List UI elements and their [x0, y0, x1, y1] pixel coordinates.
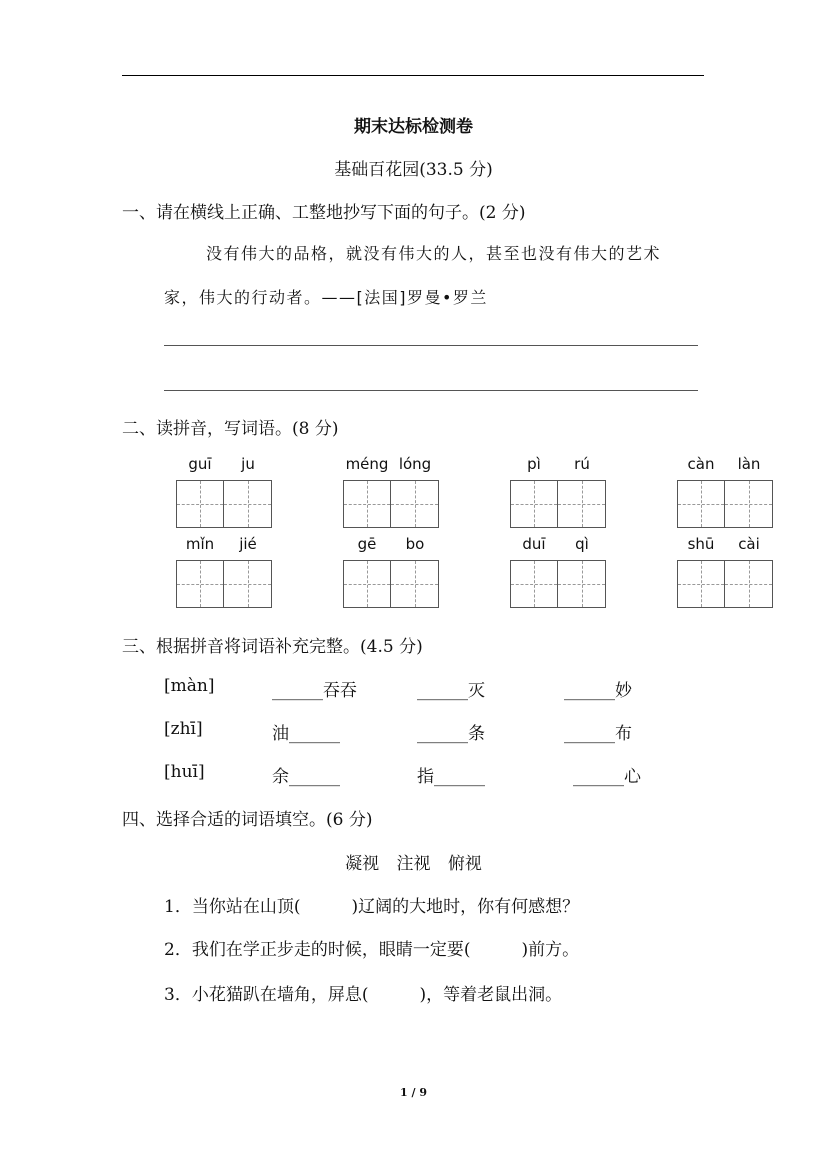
- fill-blank-item[interactable]: ______灭: [417, 681, 485, 701]
- question-1: 1．当你站在山顶( )辽阔的大地时，你有何感想？: [164, 897, 580, 917]
- writing-box[interactable]: [176, 480, 224, 528]
- question-3: 3．小花猫趴在墙角，屏息( )，等着老鼠出洞。: [164, 985, 563, 1005]
- question-2: 2．我们在学正步走的时候，眼睛一定要( )前方。: [164, 940, 580, 960]
- fill-blank-item[interactable]: 油______: [272, 724, 340, 744]
- writing-box[interactable]: [510, 480, 558, 528]
- writing-box[interactable]: [558, 480, 606, 528]
- pinyin-label: pì: [527, 455, 541, 473]
- pinyin-label: jié: [239, 535, 257, 553]
- section-3-heading: 三、根据拼音将词语补充完整。(4.5 分): [122, 637, 423, 657]
- pinyin-label: méng: [345, 455, 389, 473]
- pinyin-bracket: [zhī]: [164, 719, 203, 739]
- pinyin-bracket: [huī]: [164, 762, 205, 782]
- pinyin-label: lóng: [398, 455, 432, 473]
- writing-box[interactable]: [176, 560, 224, 608]
- section-2-heading: 二、读拼音，写词语。(8 分): [122, 419, 339, 439]
- pinyin-label: bo: [405, 535, 425, 553]
- pinyin-label: mǐn: [185, 535, 215, 553]
- fill-blank-item[interactable]: 余______: [272, 767, 340, 787]
- passage-line-1: 没有伟大的品格，就没有伟大的人，甚至也没有伟大的艺术: [206, 244, 662, 263]
- pinyin-label: duī: [522, 535, 546, 553]
- pinyin-label: cài: [738, 535, 760, 553]
- fill-blank-item[interactable]: ______妙: [564, 681, 632, 701]
- fill-blank-item[interactable]: ______心: [573, 767, 641, 787]
- pinyin-label: rú: [574, 455, 590, 473]
- writing-box[interactable]: [391, 480, 439, 528]
- word-options: 凝视 注视 俯视: [345, 854, 482, 874]
- writing-box[interactable]: [558, 560, 606, 608]
- section-4-heading: 四、选择合适的词语填空。(6 分): [122, 810, 373, 830]
- writing-box[interactable]: [677, 480, 725, 528]
- fill-blank-item[interactable]: ______布: [564, 724, 632, 744]
- copy-line-1[interactable]: [164, 345, 698, 346]
- passage-line-2: 家，伟大的行动者。——[法国]罗曼•罗兰: [164, 288, 488, 307]
- pinyin-label: làn: [737, 455, 761, 473]
- pinyin-label: càn: [687, 455, 715, 473]
- writing-box[interactable]: [725, 480, 773, 528]
- pinyin-label: qì: [575, 535, 589, 553]
- writing-box[interactable]: [343, 480, 391, 528]
- page-title: 期末达标检测卷: [354, 117, 473, 137]
- pinyin-label: guī: [188, 455, 212, 473]
- fill-blank-item[interactable]: ______条: [417, 724, 485, 744]
- writing-box[interactable]: [224, 480, 272, 528]
- writing-box[interactable]: [343, 560, 391, 608]
- writing-box[interactable]: [725, 560, 773, 608]
- pinyin-label: shū: [687, 535, 715, 553]
- pinyin-bracket: [màn]: [164, 676, 215, 696]
- writing-box[interactable]: [391, 560, 439, 608]
- page-subtitle: 基础百花园(33.5 分): [334, 160, 493, 180]
- pinyin-label: ju: [241, 455, 255, 473]
- writing-box[interactable]: [677, 560, 725, 608]
- page-number: 1 / 9: [400, 1086, 427, 1099]
- writing-box[interactable]: [224, 560, 272, 608]
- top-rule: [122, 75, 704, 76]
- section-1-heading: 一、请在横线上正确、工整地抄写下面的句子。(2 分): [122, 203, 526, 223]
- writing-box[interactable]: [510, 560, 558, 608]
- fill-blank-item[interactable]: 指______: [417, 767, 485, 787]
- pinyin-label: gē: [357, 535, 377, 553]
- copy-line-2[interactable]: [164, 390, 698, 391]
- fill-blank-item[interactable]: ______吞吞: [272, 681, 357, 701]
